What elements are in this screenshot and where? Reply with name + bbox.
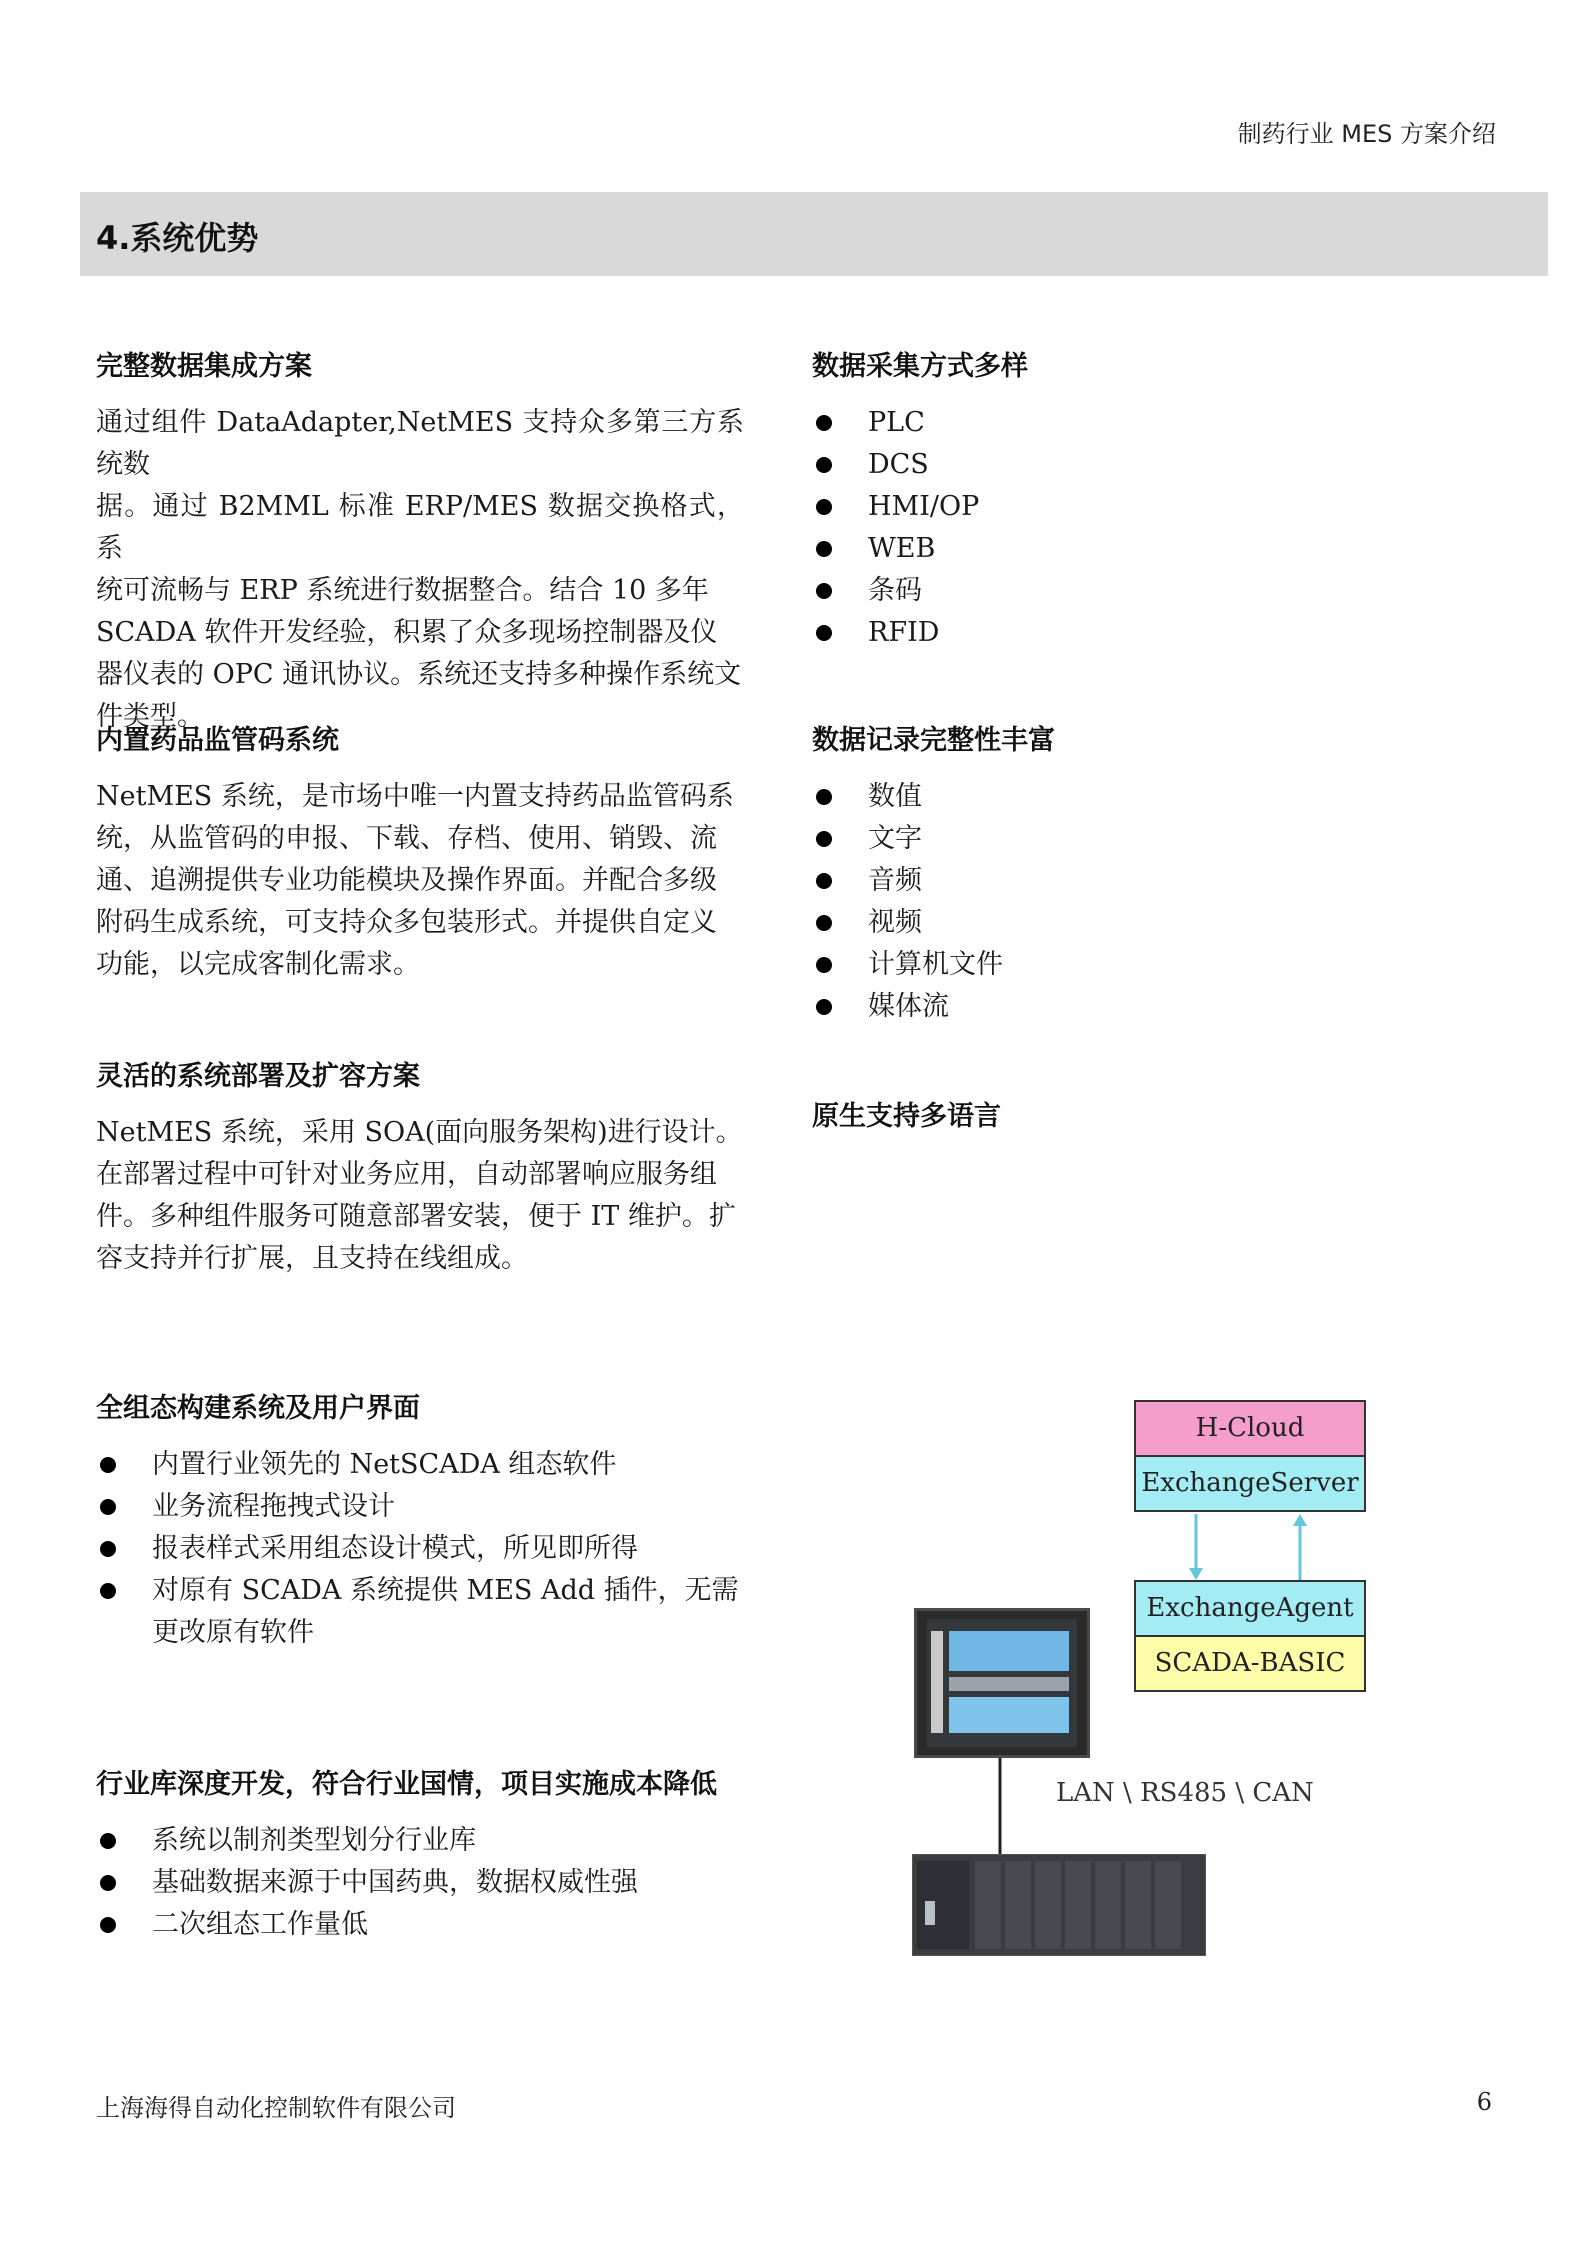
text-line: 容支持并行扩展，且支持在线组成。 (96, 1243, 528, 1274)
bullet-icon (816, 831, 832, 847)
section-title: 4.系统优势 (96, 219, 259, 257)
bullet-icon (100, 1583, 116, 1599)
list-item: HMI/OP (812, 486, 1212, 528)
list-item: 音频 (812, 860, 1212, 902)
list-item: 二次组态工作量低 (96, 1904, 752, 1946)
list-item: 视频 (812, 902, 1212, 944)
text-line: 统可流畅与 ERP 系统进行数据整合。结合 10 多年 (96, 575, 709, 606)
exchange-agent-box: ExchangeAgent (1134, 1580, 1366, 1637)
list-item: 条码 (812, 570, 1212, 612)
paragraph-drug-code (96, 776, 744, 986)
footer-company: 上海海得自动化控制软件有限公司 (96, 2094, 456, 2122)
heading-data-integration: 完整数据集成方案 (96, 351, 312, 382)
text-line: 器仪表的 OPC 通讯协议。系统还支持多种操作系统文 (96, 659, 742, 690)
exchange-server-box: ExchangeServer (1134, 1455, 1366, 1512)
text-line: 在部署过程中可针对业务应用，自动部署响应服务组 (96, 1159, 717, 1190)
bullet-icon (816, 957, 832, 973)
bullet-icon (100, 1917, 116, 1933)
bullet-icon (100, 1541, 116, 1557)
list-item: PLC (812, 402, 1212, 444)
list-item: 系统以制剂类型划分行业库 (96, 1820, 752, 1862)
list-item: 业务流程拖拽式设计 (96, 1486, 752, 1528)
bullet-icon (816, 873, 832, 889)
list-configuration (96, 1444, 752, 1654)
text-line: NetMES 系统，是市场中唯一内置支持药品监管码系 (96, 781, 734, 812)
heading-deployment: 灵活的系统部署及扩容方案 (96, 1061, 420, 1092)
section-bar (80, 192, 1548, 276)
text-line: SCADA 软件开发经验，积累了众多现场控制器及仪 (96, 617, 718, 648)
paragraph-deployment (96, 1112, 744, 1280)
bullet-icon (816, 457, 832, 473)
page-number: 6 (1476, 2088, 1492, 2116)
architecture-diagram (908, 1400, 1388, 1980)
list-item: RFID (812, 612, 1212, 654)
bullet-icon (816, 999, 832, 1015)
text-line: NetMES 系统，采用 SOA(面向服务架构)进行设计。 (96, 1117, 743, 1148)
list-item: 媒体流 (812, 986, 1212, 1028)
bullet-icon (816, 415, 832, 431)
list-data-records (812, 776, 1212, 1028)
text-line: 功能，以完成客制化需求。 (96, 949, 420, 980)
paragraph-data-integration (96, 402, 744, 738)
text-line: 件。多种组件服务可随意部署安装，便于 IT 维护。扩 (96, 1201, 736, 1232)
bullet-icon (100, 1875, 116, 1891)
text-line: 件类型。 (96, 701, 204, 732)
bullet-icon (100, 1499, 116, 1515)
bullet-icon (100, 1457, 116, 1473)
list-item: 内置行业领先的 NetSCADA 组态软件 (96, 1444, 752, 1486)
heading-data-records: 数据记录完整性丰富 (812, 725, 1055, 756)
bullet-icon (816, 625, 832, 641)
text-line: 通、追溯提供专业功能模块及操作界面。并配合多级 (96, 865, 717, 896)
heading-multilang: 原生支持多语言 (812, 1101, 1001, 1132)
network-label: LAN \ RS485 \ CAN (1056, 1778, 1314, 1808)
list-item: 文字 (812, 818, 1212, 860)
list-item: 计算机文件 (812, 944, 1212, 986)
list-item: WEB (812, 528, 1212, 570)
text-line: 通过组件 DataAdapter,NetMES 支持众多第三方系统数 (96, 407, 744, 480)
list-item: 对原有 SCADA 系统提供 MES Add 插件，无需更改原有软件 (96, 1570, 752, 1654)
heading-drug-code: 内置药品监管码系统 (96, 725, 339, 756)
text-line: 附码生成系统，可支持众多包装形式。并提供自定义 (96, 907, 717, 938)
h-cloud-box: H-Cloud (1134, 1400, 1366, 1457)
heading-industry: 行业库深度开发，符合行业国情，项目实施成本降低 (96, 1769, 717, 1800)
bullet-icon (816, 789, 832, 805)
bullet-icon (100, 1833, 116, 1849)
list-item: 数值 (812, 776, 1212, 818)
bullet-icon (816, 583, 832, 599)
heading-configuration: 全组态构建系统及用户界面 (96, 1393, 420, 1424)
bullet-icon (816, 915, 832, 931)
page-header: 制药行业 MES 方案介绍 (1237, 120, 1496, 148)
bullet-icon (816, 499, 832, 515)
text-line: 据。通过 B2MML 标准 ERP/MES 数据交换格式，系 (96, 491, 744, 564)
list-industry (96, 1820, 752, 1946)
list-item: 基础数据来源于中国药典，数据权威性强 (96, 1862, 752, 1904)
hmi-panel-icon (914, 1608, 1090, 1758)
heading-data-collection: 数据采集方式多样 (812, 351, 1028, 382)
text-line: 统，从监管码的申报、下载、存档、使用、销毁、流 (96, 823, 717, 854)
scada-basic-box: SCADA-BASIC (1134, 1635, 1366, 1692)
list-data-collection (812, 402, 1212, 654)
plc-rack-icon (912, 1854, 1206, 1956)
list-item: 报表样式采用组态设计模式，所见即所得 (96, 1528, 752, 1570)
list-item: DCS (812, 444, 1212, 486)
bullet-icon (816, 541, 832, 557)
